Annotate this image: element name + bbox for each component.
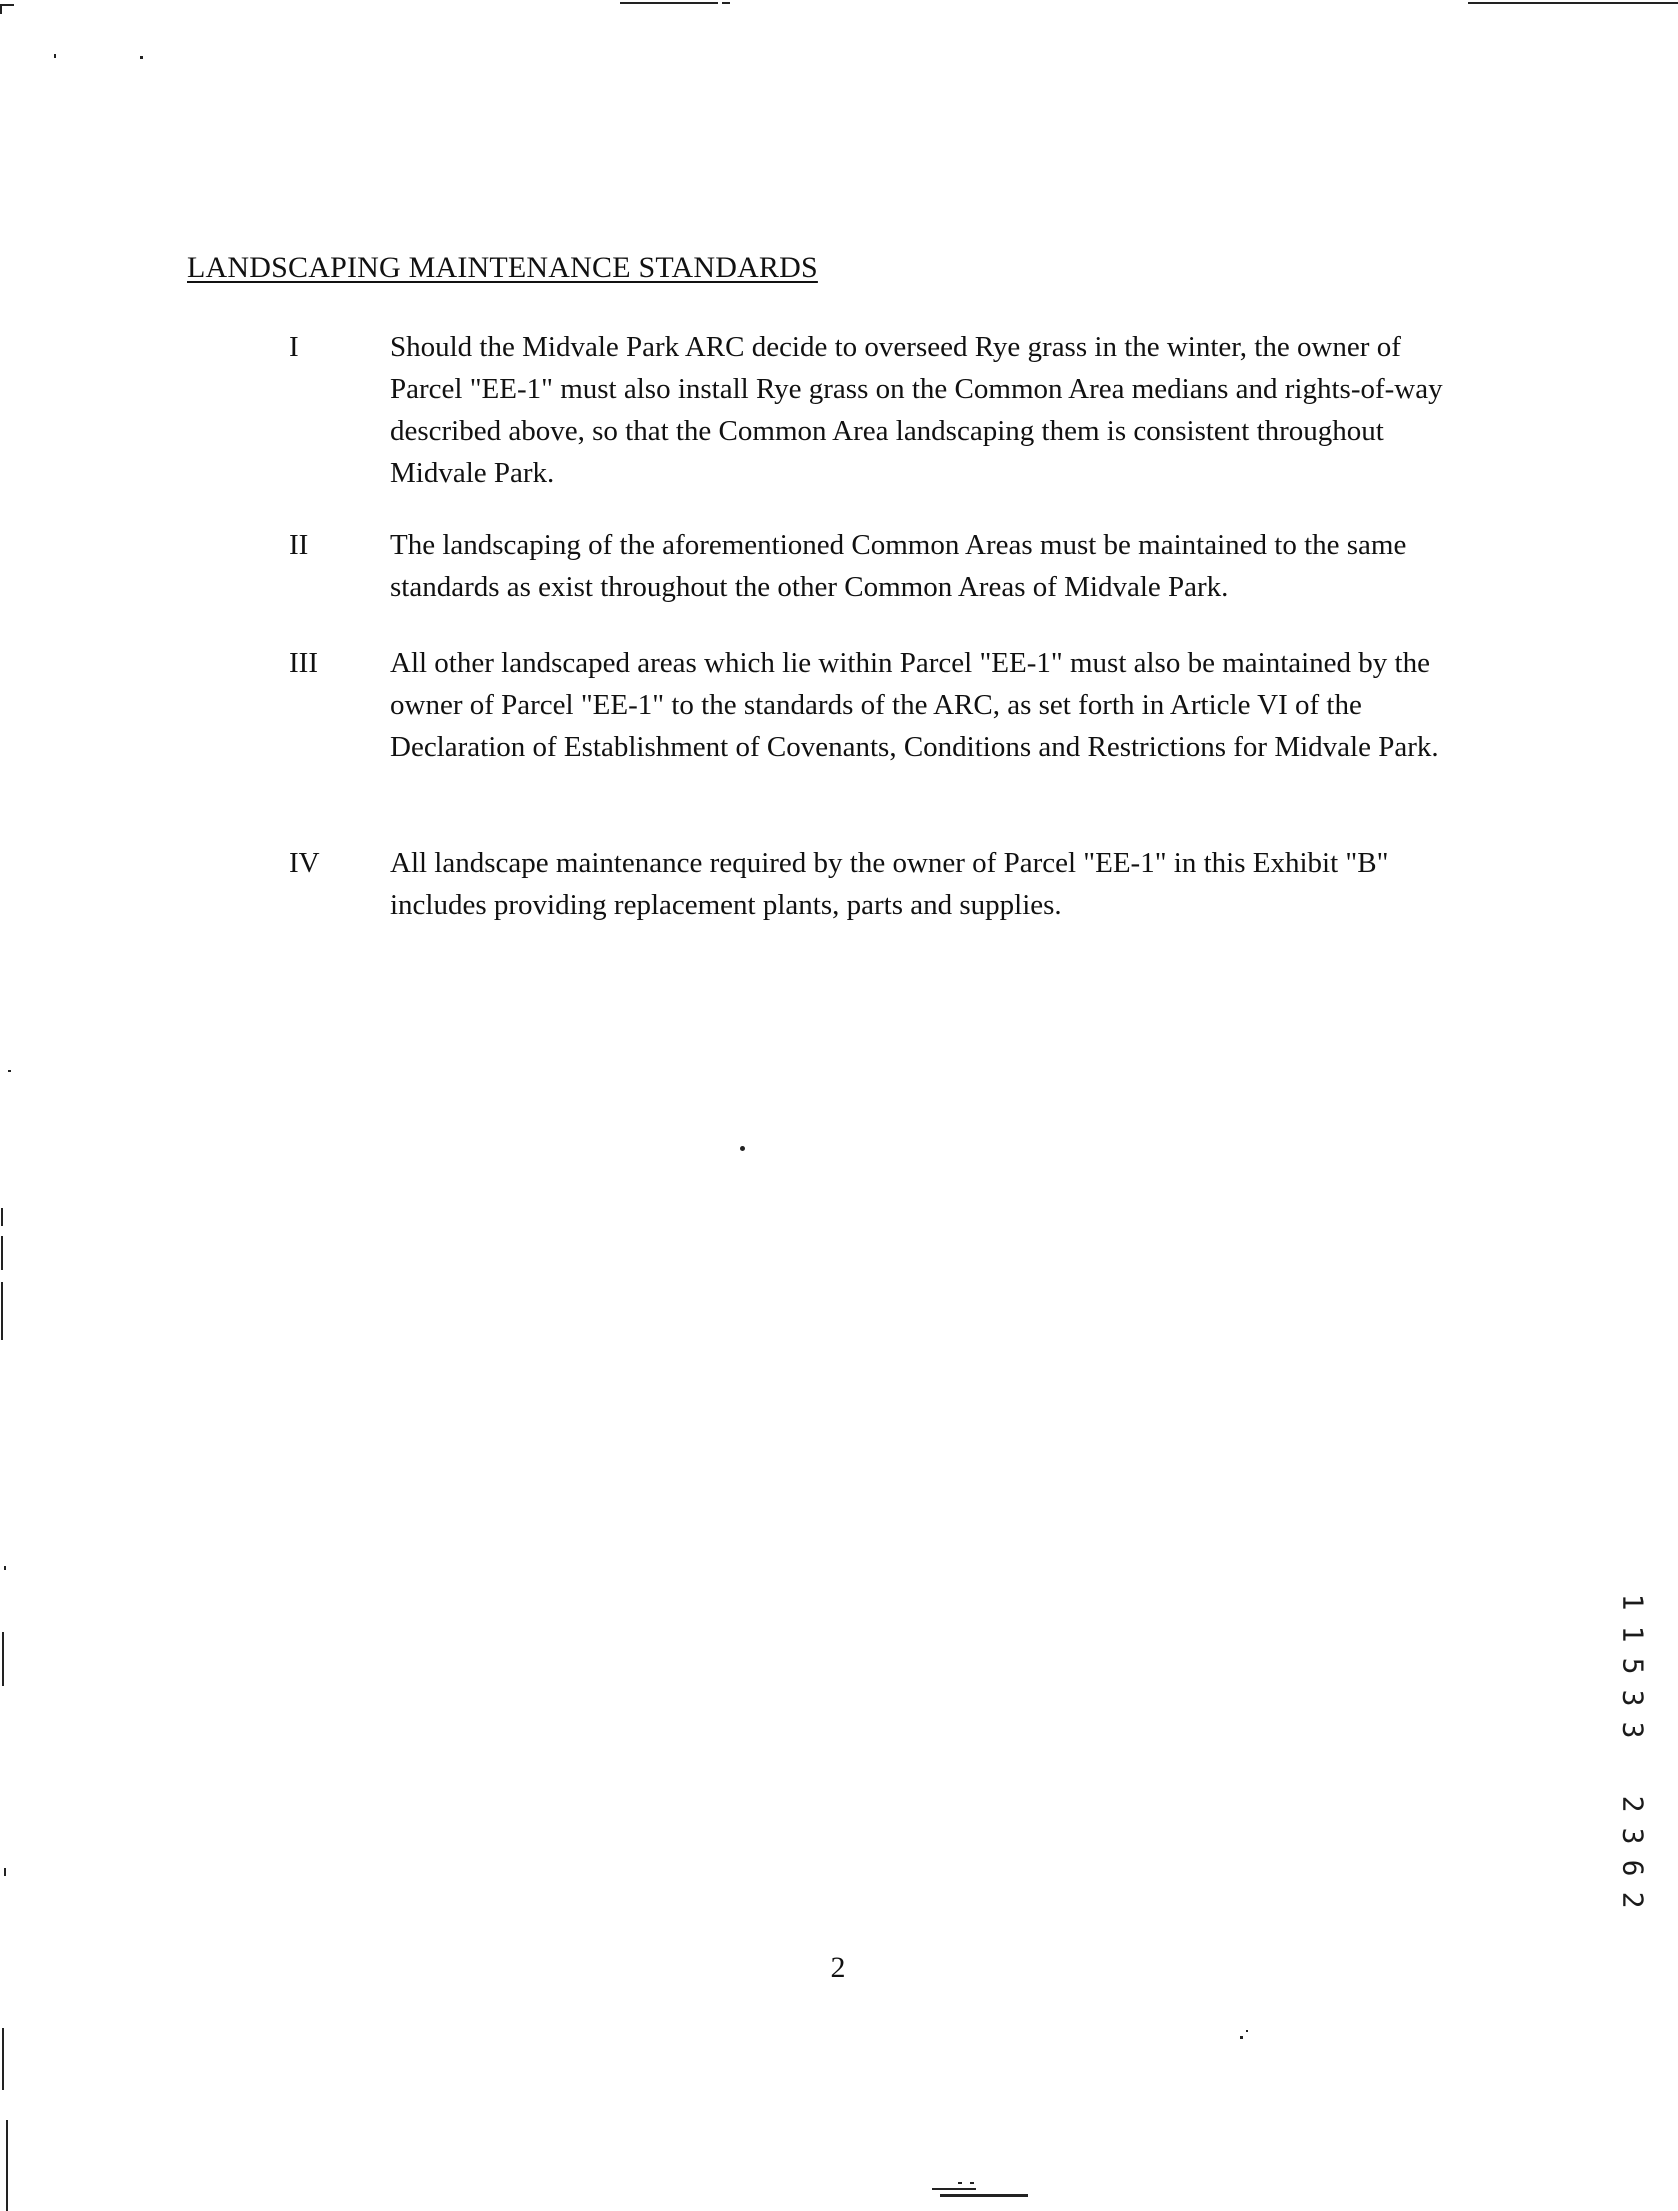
scan-mark — [4, 1868, 6, 1876]
scan-mark — [0, 4, 14, 6]
scan-mark — [1, 1208, 3, 1226]
item-numeral: III — [289, 647, 318, 679]
scan-mark — [2, 2028, 4, 2090]
item-numeral: IV — [289, 847, 320, 879]
scan-mark — [2, 1632, 4, 1686]
scan-mark — [140, 56, 143, 59]
scan-mark — [54, 54, 56, 58]
stamp-digit: 1 — [1615, 1625, 1649, 1643]
stamp-digit: 2 — [1615, 1795, 1649, 1813]
scan-mark — [0, 4, 2, 14]
scan-mark — [4, 1566, 6, 1570]
page-number: 2 — [830, 1951, 846, 1984]
scan-mark — [620, 2, 718, 4]
stamp-digit: 3 — [1615, 1827, 1649, 1845]
scan-mark — [958, 2182, 962, 2184]
item-text: Should the Midvale Park ARC decide to overseed Rye grass in the winter, the owner of Parcel "EE-1" must also install Rye grass on the Common Area medians and rights-of-way described above, so that the Common Area landscaping them is consistent throughout Midvale Park. — [390, 331, 1443, 489]
item-text: The landscaping of the aforementioned Common Areas must be maintained to the same standards as exist throughout the other Common Areas of Midvale Park. — [390, 529, 1407, 603]
scan-mark — [932, 2188, 976, 2190]
stamp-digit: 2 — [1615, 1891, 1649, 1909]
item-numeral: I — [289, 331, 299, 363]
scan-mark — [1246, 2030, 1248, 2032]
scan-mark — [940, 2194, 1028, 2197]
stamp-digit: 3 — [1615, 1689, 1649, 1707]
section-heading: LANDSCAPING MAINTENANCE STANDARDS — [187, 251, 818, 284]
scan-mark — [6, 2120, 8, 2211]
scan-mark — [740, 1146, 745, 1151]
scan-mark — [1468, 2, 1678, 4]
item-text: All landscape maintenance required by the owner of Parcel "EE-1" in this Exhibit "B" includes providing replacement plants, parts and supplies. — [390, 847, 1389, 921]
item-text: All other landscaped areas which lie within Parcel "EE-1" must also be maintained by the owner of Parcel "EE-1" to the standards of the ARC, as set forth in Article VI of the Declaration of Establishment of Covenants, Conditions and Restrictions for Midvale Park. — [390, 647, 1439, 763]
stamp-digit: 1 — [1615, 1593, 1649, 1611]
stamp-digit: 3 — [1615, 1721, 1649, 1739]
scan-mark — [1240, 2036, 1243, 2039]
scan-mark — [1, 1282, 3, 1340]
scan-mark — [8, 1070, 11, 1072]
scan-mark — [1, 1236, 3, 1270]
recording-stamp — [1612, 1586, 1652, 1916]
scan-mark — [722, 2, 730, 4]
scan-mark — [970, 2182, 974, 2184]
stamp-digit: 6 — [1615, 1859, 1649, 1877]
item-numeral: II — [289, 529, 309, 561]
stamp-digit: 5 — [1615, 1657, 1649, 1675]
